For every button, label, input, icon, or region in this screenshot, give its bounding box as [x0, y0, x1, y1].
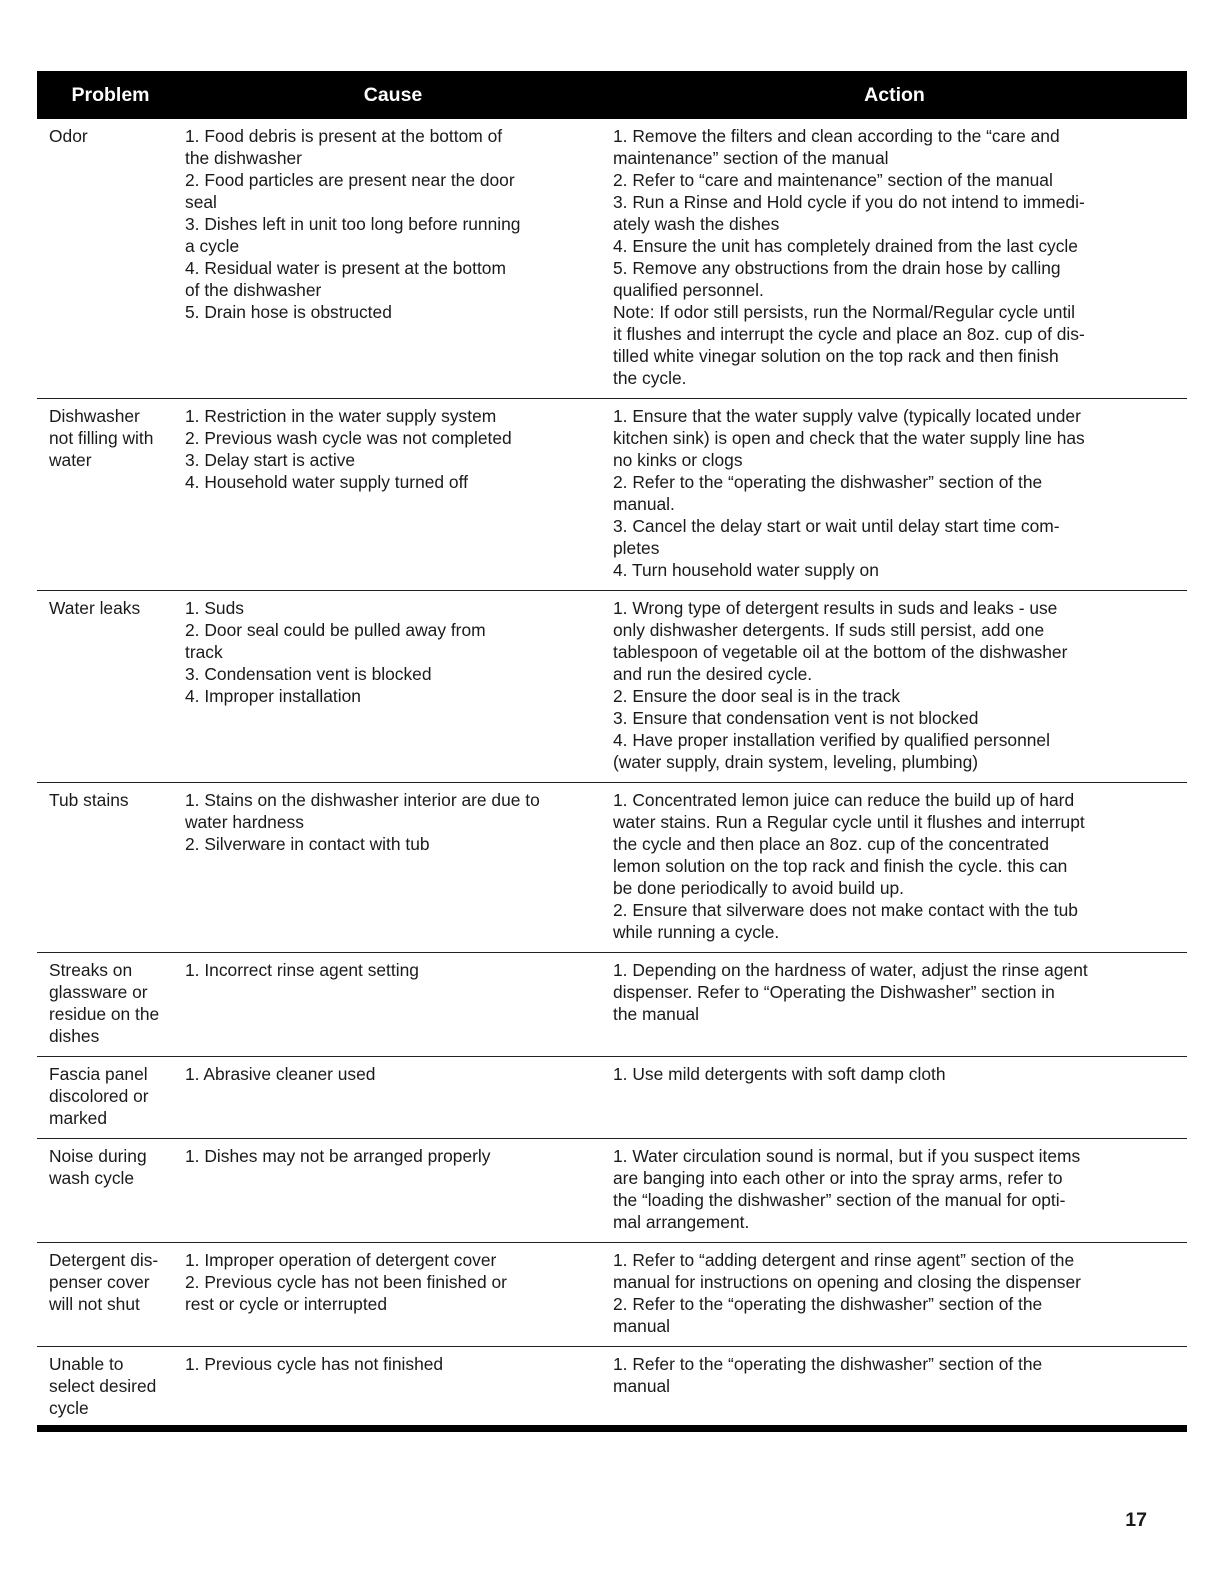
problem-cell-line: not filling with	[49, 428, 154, 448]
cause-cell	[185, 597, 603, 773]
cause-cell-line: 5. Drain hose is obstructed	[185, 302, 392, 322]
table-row	[37, 1243, 1187, 1347]
table-body	[37, 119, 1187, 1432]
cause-cell-line: 1. Improper operation of detergent cover	[185, 1250, 497, 1270]
cause-cell-line: water hardness	[185, 812, 304, 832]
action-cell	[603, 1249, 1187, 1337]
action-cell-line: 3. Ensure that condensation vent is not blocked	[613, 708, 979, 728]
action-cell-line: 1. Depending on the hardness of water, adjust the rinse agent	[613, 960, 1088, 980]
cause-cell	[185, 1353, 603, 1419]
problem-cell-line: Fascia panel	[49, 1064, 148, 1084]
troubleshooting-table	[37, 71, 1187, 1432]
problem-cell	[37, 405, 185, 581]
table-row	[37, 1057, 1187, 1139]
action-cell	[603, 1063, 1187, 1129]
action-cell-line: pletes	[613, 538, 660, 558]
action-cell-line: 4. Ensure the unit has completely drained from the last cycle	[613, 236, 1078, 256]
action-cell-line: manual.	[613, 494, 675, 514]
action-cell-line: 5. Remove any obstructions from the drain hose by calling	[613, 258, 1061, 278]
action-cell-line: are banging into each other or into the spray arms, refer to	[613, 1168, 1063, 1188]
action-cell-line: dispenser. Refer to “Operating the Dishwasher” section in	[613, 982, 1055, 1002]
cause-cell-line: 1. Suds	[185, 598, 244, 618]
problem-cell	[37, 1063, 185, 1129]
action-cell-line: manual for instructions on opening and closing the dispenser	[613, 1272, 1081, 1292]
action-cell-line: tilled white vinegar solution on the top rack and then finish	[613, 346, 1059, 366]
action-cell-line: the “loading the dishwasher” section of the manual for opti-	[613, 1190, 1066, 1210]
cause-cell-line: a cycle	[185, 236, 240, 256]
cause-cell-line: 2. Silverware in contact with tub	[185, 834, 430, 854]
problem-cell-line: residue on the	[49, 1004, 160, 1024]
cause-cell-line: the dishwasher	[185, 148, 302, 168]
action-cell-line: manual	[613, 1376, 671, 1396]
action-cell	[603, 1353, 1187, 1419]
action-cell-line: while running a cycle.	[613, 922, 780, 942]
action-cell-line: 1. Concentrated lemon juice can reduce the build up of hard	[613, 790, 1075, 810]
action-cell	[603, 789, 1187, 943]
action-cell-line: 2. Refer to “care and maintenance” section of the manual	[613, 170, 1053, 190]
action-cell-line: manual	[613, 1316, 671, 1336]
cause-cell	[185, 959, 603, 1047]
problem-cell-line: glassware or	[49, 982, 148, 1002]
table-row	[37, 1347, 1187, 1432]
action-cell-line: qualified personnel.	[613, 280, 764, 300]
cause-cell	[185, 405, 603, 581]
cause-cell-line: 1. Previous cycle has not finished	[185, 1354, 444, 1374]
cause-cell-line: 1. Dishes may not be arranged properly	[185, 1146, 491, 1166]
cause-cell-line: 4. Residual water is present at the bottom	[185, 258, 506, 278]
cause-cell	[185, 1249, 603, 1337]
problem-cell-line: will not shut	[49, 1294, 140, 1314]
action-cell-line: the cycle.	[613, 368, 687, 388]
action-cell-line: 1. Water circulation sound is normal, but if you suspect items	[613, 1146, 1081, 1166]
cause-cell-line: 2. Previous cycle has not been finished or	[185, 1272, 507, 1292]
action-cell-line: no kinks or clogs	[613, 450, 743, 470]
table-row	[37, 591, 1187, 783]
action-cell-line: 1. Ensure that the water supply valve (typically located under	[613, 406, 1081, 426]
action-cell-line: lemon solution on the top rack and finish the cycle. this can	[613, 856, 1068, 876]
cause-cell-line: 3. Condensation vent is blocked	[185, 664, 432, 684]
table-row	[37, 783, 1187, 953]
action-cell-line: 1. Remove the filters and clean according to the “care and	[613, 126, 1060, 146]
problem-cell-line: Detergent dis-	[49, 1250, 159, 1270]
cause-cell-line: 1. Restriction in the water supply system	[185, 406, 497, 426]
action-cell-line: maintenance” section of the manual	[613, 148, 889, 168]
cause-cell-line: rest or cycle or interrupted	[185, 1294, 388, 1314]
problem-cell-line: dishes	[49, 1026, 100, 1046]
action-cell	[603, 597, 1187, 773]
cause-cell	[185, 125, 603, 389]
action-cell-line: (water supply, drain system, leveling, plumbing)	[613, 752, 979, 772]
problem-cell-line: water	[49, 450, 92, 470]
cause-cell	[185, 1063, 603, 1129]
problem-cell-line: Unable to	[49, 1354, 124, 1374]
action-cell-line: 2. Refer to the “operating the dishwasher” section of the	[613, 472, 1043, 492]
problem-cell-line: cycle	[49, 1398, 89, 1418]
problem-cell-line: Noise during	[49, 1146, 147, 1166]
table-row	[37, 1139, 1187, 1243]
action-cell-line: the manual	[613, 1004, 700, 1024]
problem-cell-line: Water leaks	[49, 598, 141, 618]
problem-cell-line: Streaks on	[49, 960, 133, 980]
action-cell	[603, 959, 1187, 1047]
action-cell	[603, 125, 1187, 389]
problem-cell-line: select desired	[49, 1376, 157, 1396]
cause-cell-line: 2. Previous wash cycle was not completed	[185, 428, 512, 448]
action-cell-line: 1. Wrong type of detergent results in suds and leaks - use	[613, 598, 1058, 618]
action-cell	[603, 1145, 1187, 1233]
cause-cell-line: 3. Dishes left in unit too long before running	[185, 214, 521, 234]
table-row	[37, 119, 1187, 399]
cause-cell-line: 2. Food particles are present near the door	[185, 170, 515, 190]
cause-cell-line: 4. Improper installation	[185, 686, 361, 706]
cause-cell-line: 1. Abrasive cleaner used	[185, 1064, 376, 1084]
action-cell-line: 2. Ensure the door seal is in the track	[613, 686, 901, 706]
problem-cell	[37, 597, 185, 773]
action-cell-line: Note: If odor still persists, run the Normal/Regular cycle until	[613, 302, 1075, 322]
cause-cell-line: 3. Delay start is active	[185, 450, 356, 470]
action-cell-line: only dishwasher detergents. If suds still persist, add one	[613, 620, 1045, 640]
action-cell-line: 4. Have proper installation verified by qualified personnel	[613, 730, 1050, 750]
cause-cell	[185, 1145, 603, 1233]
problem-cell	[37, 1145, 185, 1233]
action-cell-line: 1. Refer to the “operating the dishwasher” section of the	[613, 1354, 1043, 1374]
action-cell-line: 4. Turn household water supply on	[613, 560, 879, 580]
problem-cell	[37, 125, 185, 389]
cause-cell-line: of the dishwasher	[185, 280, 322, 300]
cause-cell-line: 1. Incorrect rinse agent setting	[185, 960, 419, 980]
header-cause: Cause	[363, 83, 423, 106]
problem-cell-line: discolored or	[49, 1086, 149, 1106]
page-number: 17	[1125, 1509, 1147, 1531]
problem-cell	[37, 959, 185, 1047]
problem-cell-line: marked	[49, 1108, 107, 1128]
cause-cell-line: 1. Food debris is present at the bottom of	[185, 126, 503, 146]
table-row	[37, 399, 1187, 591]
table-row	[37, 953, 1187, 1057]
action-cell-line: mal arrangement.	[613, 1212, 750, 1232]
action-cell	[603, 405, 1187, 581]
cause-cell-line: track	[185, 642, 223, 662]
action-cell-line: 3. Cancel the delay start or wait until delay start time com-	[613, 516, 1060, 536]
action-cell-line: be done periodically to avoid build up.	[613, 878, 905, 898]
cause-cell-line: 4. Household water supply turned off	[185, 472, 468, 492]
table-header	[37, 71, 1187, 119]
problem-cell-line: Dishwasher	[49, 406, 140, 426]
action-cell-line: and run the desired cycle.	[613, 664, 813, 684]
action-cell-line: it flushes and interrupt the cycle and place an 8oz. cup of dis-	[613, 324, 1085, 344]
action-cell-line: ately wash the dishes	[613, 214, 780, 234]
header-problem: Problem	[71, 83, 150, 106]
problem-cell-line: penser cover	[49, 1272, 150, 1292]
action-cell-line: the cycle and then place an 8oz. cup of the concentrated	[613, 834, 1050, 854]
action-cell-line: kitchen sink) is open and check that the water supply line has	[613, 428, 1085, 448]
problem-cell	[37, 1249, 185, 1337]
action-cell-line: tablespoon of vegetable oil at the bottom of the dishwasher	[613, 642, 1068, 662]
action-cell-line: water stains. Run a Regular cycle until it flushes and interrupt	[613, 812, 1085, 832]
problem-cell	[37, 1353, 185, 1419]
problem-cell-line: wash cycle	[49, 1168, 135, 1188]
problem-cell-line: Tub stains	[49, 790, 129, 810]
problem-cell-line: Odor	[49, 126, 88, 146]
action-cell-line: 2. Ensure that silverware does not make contact with the tub	[613, 900, 1078, 920]
action-cell-line: 3. Run a Rinse and Hold cycle if you do not intend to immedi-	[613, 192, 1085, 212]
cause-cell-line: seal	[185, 192, 217, 212]
problem-cell	[37, 789, 185, 943]
cause-cell-line: 2. Door seal could be pulled away from	[185, 620, 486, 640]
action-cell-line: 1. Refer to “adding detergent and rinse agent” section of the	[613, 1250, 1075, 1270]
header-action: Action	[864, 83, 925, 106]
cause-cell	[185, 789, 603, 943]
cause-cell-line: 1. Stains on the dishwasher interior are due to	[185, 790, 540, 810]
action-cell-line: 1. Use mild detergents with soft damp cloth	[613, 1064, 946, 1084]
action-cell-line: 2. Refer to the “operating the dishwasher” section of the	[613, 1294, 1043, 1314]
